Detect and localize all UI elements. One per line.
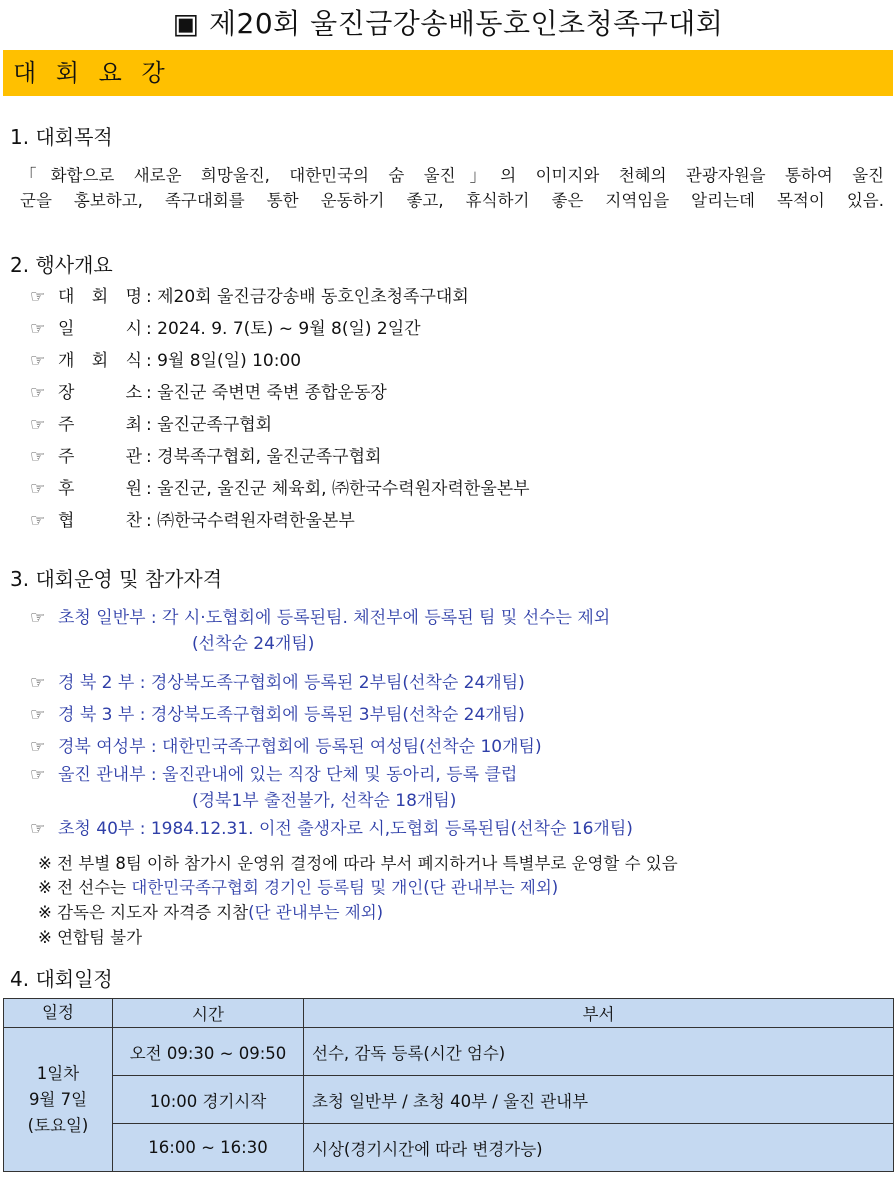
pointing-hand-icon: ☞ [30, 705, 46, 725]
column-header-division: 부서 [304, 999, 894, 1028]
overview-label: 주 관 [58, 447, 142, 467]
pointing-hand-icon: ☞ [30, 511, 46, 531]
eligibility-item [30, 734, 542, 760]
schedule-header-row [4, 999, 894, 1028]
note-2-prefix: ※ 전 선수는 [38, 878, 132, 897]
schedule-table [3, 998, 894, 1172]
eligibility-item [30, 702, 525, 728]
schedule-time-cell: 10:00 경기시작 [113, 1076, 304, 1124]
section-heading-schedule: 4. 대회일정 [10, 967, 113, 991]
note-3 [38, 901, 383, 925]
overview-value: : ㈜한국수력원자력한울본부 [146, 511, 355, 531]
note-3-highlight: (단 관내부는 제외) [248, 903, 384, 922]
pointing-hand-icon: ☞ [30, 673, 46, 693]
overview-label: 개 회 식 [58, 351, 142, 371]
date-line: 9월 7일 [28, 1089, 88, 1109]
overview-item [30, 348, 301, 374]
eligibility-text: 초청 일반부 : 각 시·도협회에 등록된팀. 체전부에 등록된 팀 및 선수는 제외 [58, 608, 611, 628]
pointing-hand-icon: ☞ [30, 765, 46, 785]
table-row [4, 1124, 894, 1172]
schedule-desc-cell: 선수, 감독 등록(시간 엄수) [304, 1028, 894, 1076]
overview-label: 주 최 [58, 415, 142, 435]
note-3-prefix: ※ 감독은 지도자 자격증 지참 [38, 903, 249, 922]
eligibility-item [30, 670, 525, 696]
page-title: ▣ 제20회 울진금강송배동호인초청족구대회 [172, 7, 724, 40]
column-header-time: 시간 [113, 999, 304, 1028]
pointing-hand-icon: ☞ [30, 351, 46, 371]
table-row [4, 1076, 894, 1124]
section-banner: 대 회 요 강 [3, 50, 893, 96]
eligibility-continuation: (선착순 24개팀) [192, 634, 315, 654]
pointing-hand-icon: ☞ [30, 383, 46, 403]
eligibility-item [30, 762, 517, 814]
overview-item [30, 316, 421, 342]
overview-item [30, 476, 530, 502]
overview-value: : 울진군 죽변면 죽변 종합운동장 [146, 383, 387, 403]
schedule-time-cell: 16:00 ~ 16:30 [113, 1124, 304, 1172]
section-heading-purpose: 1. 대회목적 [10, 125, 113, 149]
date-line: 1일차 [36, 1063, 80, 1083]
overview-value: : 울진군, 울진군 체육회, ㈜한국수력원자력한울본부 [146, 479, 530, 499]
overview-value: : 경북족구협회, 울진군족구협회 [146, 447, 382, 467]
schedule-desc-cell: 시상(경기시간에 따라 변경가능) [304, 1124, 894, 1172]
pointing-hand-icon: ☞ [30, 737, 46, 757]
eligibility-text: 경 북 3 부 : 경상북도족구협회에 등록된 3부팀(선착순 24개팀) [58, 705, 525, 725]
purpose-line-2: 군을 홍보하고, 족구대회를 통한 운동하기 좋고, 휴식하기 좋은 지역임을 알리는데 목적이 있음. [20, 191, 884, 210]
table-row [4, 1028, 894, 1076]
purpose-line-1: 「화합으로 새로운 희망울진, 대한민국의 숨 울진」의 이미지와 천혜의 관광자원을 통하여 울진 [20, 166, 884, 185]
note-1: ※ 전 부별 8팀 이하 참가시 운영위 결정에 따라 부서 폐지하거나 특별부로 운영할 수 있음 [38, 854, 678, 873]
pointing-hand-icon: ☞ [30, 319, 46, 339]
eligibility-item [30, 816, 633, 842]
overview-label: 협 찬 [58, 511, 142, 531]
eligibility-item [30, 605, 610, 657]
overview-item [30, 284, 469, 310]
eligibility-text: 경 북 2 부 : 경상북도족구협회에 등록된 2부팀(선착순 24개팀) [58, 673, 525, 693]
overview-item [30, 444, 381, 470]
overview-label: 장 소 [58, 383, 142, 403]
pointing-hand-icon: ☞ [30, 415, 46, 435]
eligibility-text: 초청 40부 : 1984.12.31. 이전 출생자로 시,도협회 등록된팀(선착순 16개팀) [58, 819, 633, 839]
note-4: ※ 연합팀 불가 [38, 928, 143, 947]
overview-label: 일 시 [58, 319, 142, 339]
schedule-time-cell: 오전 09:30 ~ 09:50 [113, 1028, 304, 1076]
section-heading-eligibility: 3. 대회운영 및 참가자격 [10, 567, 223, 591]
schedule-date-cell [4, 1028, 113, 1172]
overview-label: 대 회 명 [58, 287, 142, 307]
eligibility-text: 울진 관내부 : 울진관내에 있는 직장 단체 및 동아리, 등록 클럽 [58, 765, 518, 785]
overview-item [30, 412, 272, 438]
pointing-hand-icon: ☞ [30, 819, 46, 839]
overview-item [30, 380, 387, 406]
overview-item [30, 508, 355, 534]
pointing-hand-icon: ☞ [30, 287, 46, 307]
note-2 [38, 876, 558, 900]
overview-value: : 제20회 울진금강송배 동호인초청족구대회 [146, 287, 469, 307]
eligibility-continuation: (경북1부 출전불가, 선착순 18개팀) [192, 791, 457, 811]
eligibility-text: 경북 여성부 : 대한민국족구협회에 등록된 여성팀(선착순 10개팀) [58, 737, 542, 757]
pointing-hand-icon: ☞ [30, 479, 46, 499]
pointing-hand-icon: ☞ [30, 608, 46, 628]
note-2-highlight: 대한민국족구협회 경기인 등록팀 및 개인(단 관내부는 제외) [131, 878, 559, 897]
schedule-desc-cell: 초청 일반부 / 초청 40부 / 울진 관내부 [304, 1076, 894, 1124]
overview-label: 후 원 [58, 479, 142, 499]
overview-value: : 9월 8일(일) 10:00 [146, 351, 302, 371]
column-header-date: 일정 [4, 999, 113, 1028]
overview-value: : 울진군족구협회 [146, 415, 273, 435]
section-heading-overview: 2. 행사개요 [10, 253, 113, 277]
pointing-hand-icon: ☞ [30, 447, 46, 467]
date-line: (토요일) [27, 1115, 89, 1135]
overview-value: : 2024. 9. 7(토) ~ 9월 8(일) 2일간 [146, 319, 421, 339]
